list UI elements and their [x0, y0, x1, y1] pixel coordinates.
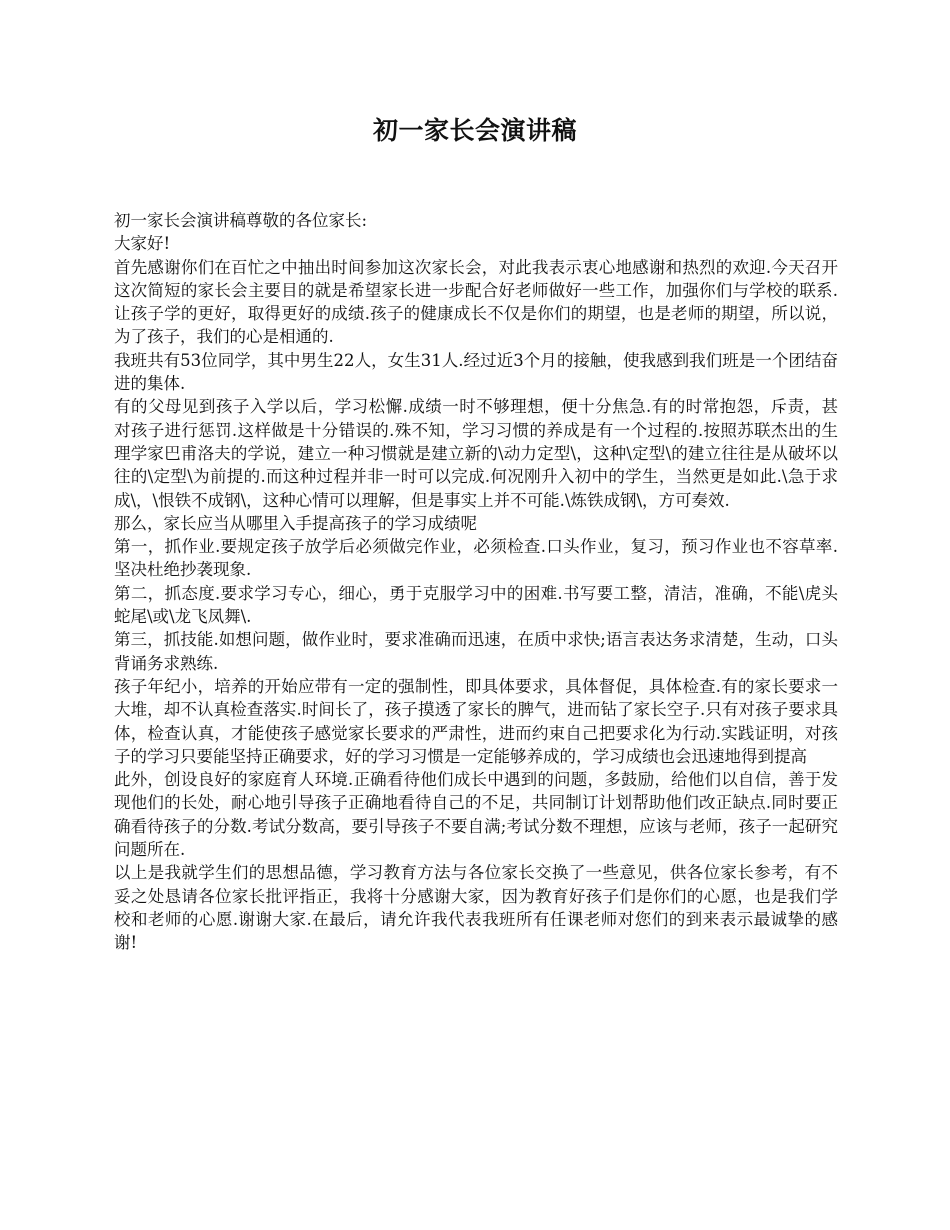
- paragraph-point-homework: 第一，抓作业.要规定孩子放学后必须做完作业，必须检查.口头作业，复习，预习作业也不容草率.坚决杜绝抄袭现象.: [114, 537, 838, 580]
- paragraph-closing: 以上是我就学生们的思想品德，学习教育方法与各位家长交换了一些意见，供各位家长参考，有不妥之处恳请各位家长批评指正，我将十分感谢大家，因为教育好孩子们是你们的心愿，也是我们学校和老师的心愿.谢谢大家.在最后，请允许我代表我班所有任课老师对您们的到来表示最诚挚的感谢!: [114, 863, 838, 953]
- paragraph-greeting: 大家好!: [114, 234, 171, 254]
- paragraph-point-skills: 第三，抓技能.如想问题，做作业时，要求准确而迅速，在质中求快;语言表达务求清楚，生动，口头背诵务求熟练.: [114, 630, 838, 673]
- paragraph-welcome: 首先感谢你们在百忙之中抽出时间参加这次家长会，对此我表示衷心地感谢和热烈的欢迎.今天召开这次简短的家长会主要目的就是希望家长进一步配合好老师做好一些工作，加强你们与学校的联系.让孩子学的更好，取得更好的成绩.孩子的健康成长不仅是你们的期望，也是老师的期望，所以说，为了孩子，我们的心是相通的.: [114, 257, 838, 347]
- document-title: 初一家长会演讲稿: [372, 116, 577, 145]
- paragraph-question: 那么，家长应当从哪里入手提高孩子的学习成绩呢: [114, 513, 477, 533]
- paragraph-habits: 有的父母见到孩子入学以后，学习松懈.成绩一时不够理想，便十分焦急.有的时常抱怨，斥责，甚 对孩子进行惩罚.这样做是十分错误的.殊不知，学习习惯的养成是有一个过程的.按照苏联杰出的生理学家巴甫洛夫的学说，建立一种习惯就是建立新的\动力定型\，这种\定型\的建立往往是从破坏以往的\定型\为前提的.而这种过程并非一时可以完成.何况刚升入初中的学生，当然更是如此.\急于求成\，\恨铁不成钢\，这种心情可以理解，但是事实上并不可能.\炼铁成钢\，方可奏效.: [114, 397, 838, 510]
- paragraph-home-environment: 此外，创设良好的家庭育人环境.正确看待他们成长中遇到的问题，多鼓励，给他们以自信，善于发现他们的长处，耐心地引导孩子正确地看待自己的不足，共同制订计划帮助他们改正缺点.同时要正确看待孩子的分数.考试分数高，要引导孩子不要自满;考试分数不理想，应该与老师，孩子一起研究问题所在.: [114, 770, 838, 860]
- document-body: [114, 209, 838, 955]
- paragraph-point-attitude: 第二，抓态度.要求学习专心，细心，勇于克服学习中的困难.书写要工整，清洁，准确，不能\虎头蛇尾\或\龙飞凤舞\.: [114, 583, 838, 627]
- paragraph-supervision: 孩子年纪小，培养的开始应带有一定的强制性，即具体要求，具体督促，具体检查.有的家长要求一大堆，却不认真检查落实.时间长了，孩子摸透了家长的脾气，进而钻了家长空子.只有对孩子要求具体，检查认真，才能使孩子感觉家长要求的严肃性，进而约束自己把要求化为行动.实践证明，对孩子的学习只要能坚持正确要求，好的学习习惯是一定能够养成的，学习成绩也会迅速地得到提高: [114, 676, 838, 766]
- paragraph-class-info: 我班共有53位同学，其中男生22人，女生31人.经过近3个月的接触，使我感到我们班是一个团结奋进的集体.: [114, 350, 838, 394]
- paragraph-salutation: 初一家长会演讲稿尊敬的各位家长:: [114, 211, 368, 230]
